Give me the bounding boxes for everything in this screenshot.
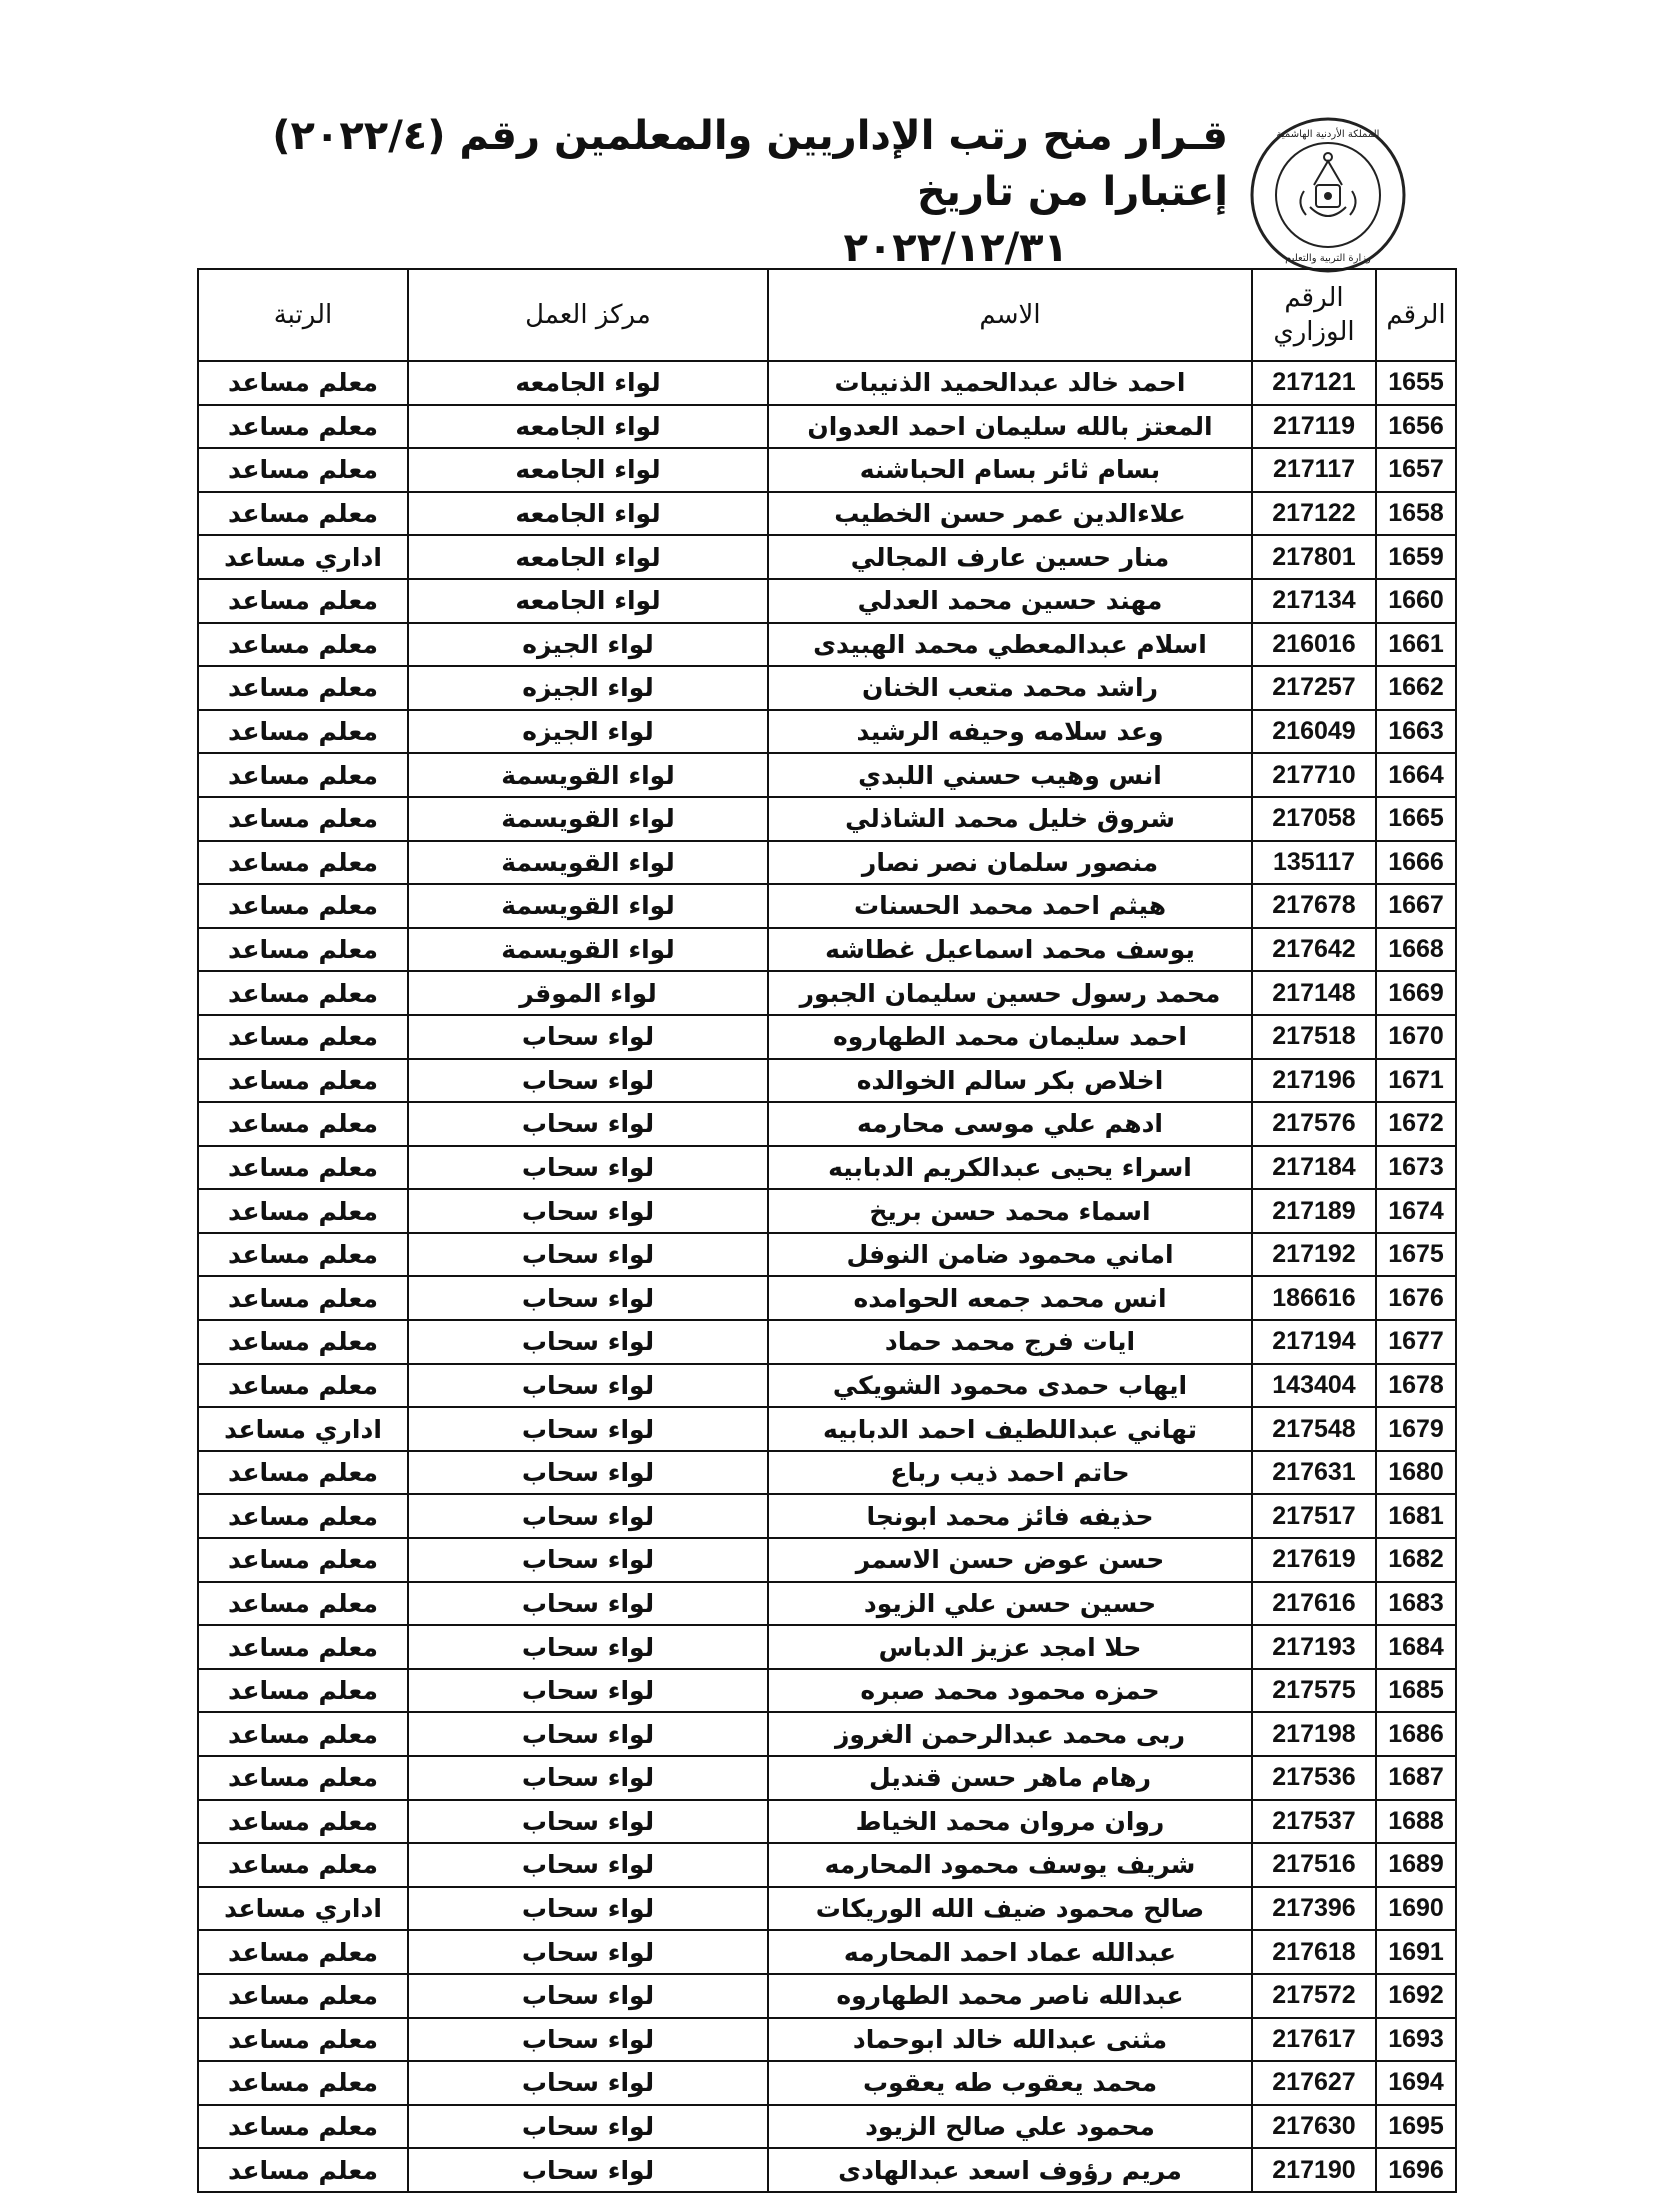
cell-seq: 1668 [1376,928,1456,972]
header-ministry-id: الرقم الوزاري [1252,269,1376,361]
cell-name: المعتز بالله سليمان احمد العدوان [768,405,1252,449]
cell-work-center: لواء سحاب [408,1930,768,1974]
cell-work-center: لواء الموقر [408,971,768,1015]
cell-work-center: لواء سحاب [408,1320,768,1364]
table-row [198,1494,1456,1538]
table-row [198,2148,1456,2192]
table-row [198,2105,1456,2149]
cell-name: حسين حسن علي الزيود [768,1582,1252,1626]
cell-rank: معلم مساعد [198,623,408,667]
cell-work-center: لواء سحاب [408,1756,768,1800]
cell-rank: معلم مساعد [198,2148,408,2192]
cell-ministry-id: 217548 [1252,1407,1376,1451]
cell-work-center: لواء سحاب [408,1451,768,1495]
cell-ministry-id: 216049 [1252,710,1376,754]
cell-rank: معلم مساعد [198,1146,408,1190]
cell-rank: معلم مساعد [198,1189,408,1233]
cell-ministry-id: 217196 [1252,1059,1376,1103]
cell-ministry-id: 217618 [1252,1930,1376,1974]
table-row [198,1669,1456,1713]
cell-work-center: لواء سحاب [408,1494,768,1538]
cell-name: روان مروان محمد الخياط [768,1800,1252,1844]
cell-seq: 1675 [1376,1233,1456,1277]
table-row [198,1930,1456,1974]
cell-ministry-id: 217575 [1252,1669,1376,1713]
cell-ministry-id: 186616 [1252,1276,1376,1320]
table-row [198,666,1456,710]
cell-seq: 1657 [1376,448,1456,492]
cell-name: منار حسين عارف المجالي [768,535,1252,579]
table-body [198,361,1456,2192]
table-row [198,841,1456,885]
cell-name: شروق خليل محمد الشاذلي [768,797,1252,841]
cell-work-center: لواء سحاب [408,1800,768,1844]
table-row [198,884,1456,928]
cell-rank: معلم مساعد [198,579,408,623]
table-row [198,361,1456,405]
cell-rank: معلم مساعد [198,710,408,754]
cell-rank: معلم مساعد [198,666,408,710]
cell-name: احمد سليمان محمد الطهاروه [768,1015,1252,1059]
cell-ministry-id: 217642 [1252,928,1376,972]
cell-name: صالح محمود ضيف الله الوريكات [768,1887,1252,1931]
cell-work-center: لواء الجامعه [408,448,768,492]
cell-seq: 1680 [1376,1451,1456,1495]
cell-ministry-id: 217257 [1252,666,1376,710]
cell-ministry-id: 143404 [1252,1364,1376,1408]
cell-name: ايات فرج محمد حماد [768,1320,1252,1364]
ministry-seal-logo [1248,115,1408,275]
cell-seq: 1673 [1376,1146,1456,1190]
cell-ministry-id: 217193 [1252,1625,1376,1669]
cell-ministry-id: 217619 [1252,1538,1376,1582]
cell-rank: معلم مساعد [198,1233,408,1277]
cell-work-center: لواء سحاب [408,1974,768,2018]
cell-name: هيثم احمد محمد الحسنات [768,884,1252,928]
cell-ministry-id: 135117 [1252,841,1376,885]
cell-rank: معلم مساعد [198,1320,408,1364]
table-row [198,1189,1456,1233]
cell-rank: معلم مساعد [198,1494,408,1538]
cell-seq: 1671 [1376,1059,1456,1103]
table-row [198,1451,1456,1495]
cell-seq: 1695 [1376,2105,1456,2149]
cell-seq: 1662 [1376,666,1456,710]
cell-seq: 1688 [1376,1800,1456,1844]
cell-work-center: لواء سحاب [408,1625,768,1669]
table-row [198,2018,1456,2062]
table-row [198,753,1456,797]
cell-seq: 1677 [1376,1320,1456,1364]
cell-work-center: لواء سحاب [408,1233,768,1277]
table-row [198,1015,1456,1059]
cell-name: ادهم علي موسى محارمه [768,1102,1252,1146]
cell-rank: معلم مساعد [198,2018,408,2062]
cell-ministry-id: 217518 [1252,1015,1376,1059]
cell-ministry-id: 217058 [1252,797,1376,841]
cell-rank: معلم مساعد [198,1102,408,1146]
cell-work-center: لواء سحاب [408,1407,768,1451]
cell-ministry-id: 217537 [1252,1800,1376,1844]
cell-seq: 1691 [1376,1930,1456,1974]
cell-seq: 1693 [1376,2018,1456,2062]
cell-ministry-id: 217184 [1252,1146,1376,1190]
cell-work-center: لواء سحاب [408,1843,768,1887]
cell-name: مهند حسين محمد العدلي [768,579,1252,623]
cell-seq: 1669 [1376,971,1456,1015]
cell-ministry-id: 217678 [1252,884,1376,928]
table-row [198,1538,1456,1582]
cell-seq: 1694 [1376,2061,1456,2105]
table-row [198,1974,1456,2018]
cell-name: مريم رؤوف اسعد عبدالهادى [768,2148,1252,2192]
table-row [198,710,1456,754]
cell-name: اسماء محمد حسن بريخ [768,1189,1252,1233]
cell-rank: معلم مساعد [198,448,408,492]
cell-work-center: لواء القويسمة [408,753,768,797]
cell-work-center: لواء سحاب [408,1712,768,1756]
cell-name: ربى محمد عبدالرحمن الغروز [768,1712,1252,1756]
header-work-center: مركز العمل [408,269,768,361]
table-row [198,492,1456,536]
cell-name: احمد خالد عبدالحميد الذنيبات [768,361,1252,405]
table-row [198,1364,1456,1408]
cell-work-center: لواء القويسمة [408,928,768,972]
cell-rank: معلم مساعد [198,1756,408,1800]
cell-ministry-id: 217710 [1252,753,1376,797]
cell-rank: معلم مساعد [198,1712,408,1756]
cell-seq: 1683 [1376,1582,1456,1626]
table-row [198,1887,1456,1931]
cell-ministry-id: 217121 [1252,361,1376,405]
header-rank: الرتبة [198,269,408,361]
cell-seq: 1687 [1376,1756,1456,1800]
cell-name: محمد يعقوب طه يعقوب [768,2061,1252,2105]
cell-name: يوسف محمد اسماعيل غطاشه [768,928,1252,972]
cell-ministry-id: 217517 [1252,1494,1376,1538]
cell-rank: معلم مساعد [198,1451,408,1495]
cell-work-center: لواء القويسمة [408,884,768,928]
cell-seq: 1672 [1376,1102,1456,1146]
cell-ministry-id: 217119 [1252,405,1376,449]
cell-seq: 1664 [1376,753,1456,797]
title-line-1: قـرار منح رتب الإداريين والمعلمين رقم (٢٠٢٢/٤) إعتبارا من تاريخ [272,113,1228,215]
cell-work-center: لواء الجيزه [408,623,768,667]
title-line-2-date: ٢٠٢٢/١٢/٣١ [843,225,1068,271]
cell-ministry-id: 217617 [1252,2018,1376,2062]
cell-rank: معلم مساعد [198,1625,408,1669]
cell-rank: معلم مساعد [198,1930,408,1974]
cell-ministry-id: 217396 [1252,1887,1376,1931]
cell-seq: 1684 [1376,1625,1456,1669]
cell-rank: معلم مساعد [198,971,408,1015]
cell-seq: 1686 [1376,1712,1456,1756]
cell-seq: 1674 [1376,1189,1456,1233]
cell-name: اماني محمود ضامن النوفل [768,1233,1252,1277]
table-row [198,1756,1456,1800]
cell-work-center: لواء سحاب [408,1059,768,1103]
cell-seq: 1658 [1376,492,1456,536]
cell-rank: معلم مساعد [198,1276,408,1320]
cell-work-center: لواء القويسمة [408,797,768,841]
cell-work-center: لواء سحاب [408,1364,768,1408]
cell-rank: اداري مساعد [198,1407,408,1451]
svg-text:وزارة التربية والتعليم: وزارة التربية والتعليم [1285,253,1371,264]
table-row [198,797,1456,841]
table-row [198,1625,1456,1669]
cell-rank: معلم مساعد [198,797,408,841]
cell-name: انس محمد جمعه الحوامده [768,1276,1252,1320]
cell-ministry-id: 217117 [1252,448,1376,492]
cell-seq: 1666 [1376,841,1456,885]
table-row [198,1800,1456,1844]
cell-seq: 1676 [1376,1276,1456,1320]
cell-rank: معلم مساعد [198,405,408,449]
cell-rank: معلم مساعد [198,1364,408,1408]
table-row [198,1146,1456,1190]
cell-name: بسام ثائر بسام الحباشنه [768,448,1252,492]
table-row [198,623,1456,667]
table-row [198,2061,1456,2105]
cell-seq: 1679 [1376,1407,1456,1451]
cell-ministry-id: 217627 [1252,2061,1376,2105]
cell-ministry-id: 217616 [1252,1582,1376,1626]
cell-name: منصور سلمان نصر نصار [768,841,1252,885]
table-row [198,1407,1456,1451]
cell-rank: معلم مساعد [198,2061,408,2105]
ranks-table [197,268,1457,2193]
cell-rank: معلم مساعد [198,1059,408,1103]
cell-seq: 1661 [1376,623,1456,667]
cell-rank: معلم مساعد [198,841,408,885]
cell-name: رهام ماهر حسن قنديل [768,1756,1252,1800]
cell-seq: 1692 [1376,1974,1456,2018]
cell-rank: معلم مساعد [198,1582,408,1626]
cell-work-center: لواء سحاب [408,2018,768,2062]
cell-seq: 1681 [1376,1494,1456,1538]
cell-ministry-id: 217148 [1252,971,1376,1015]
svg-text:المملكة الأردنية الهاشمية: المملكة الأردنية الهاشمية [1276,129,1380,140]
cell-ministry-id: 217576 [1252,1102,1376,1146]
cell-name: شريف يوسف محمود المحارمه [768,1843,1252,1887]
cell-work-center: لواء سحاب [408,1582,768,1626]
cell-ministry-id: 217194 [1252,1320,1376,1364]
cell-name: اسراء يحيى عبدالكريم الدبابيه [768,1146,1252,1190]
table-row [198,1843,1456,1887]
cell-work-center: لواء الجيزه [408,710,768,754]
cell-name: راشد محمد متعب الخنان [768,666,1252,710]
cell-work-center: لواء الجامعه [408,579,768,623]
cell-name: تهاني عبداللطيف احمد الدبابيه [768,1407,1252,1451]
cell-rank: معلم مساعد [198,492,408,536]
cell-work-center: لواء الجامعه [408,361,768,405]
cell-name: انس وهيب حسني اللبدي [768,753,1252,797]
cell-ministry-id: 217190 [1252,2148,1376,2192]
cell-seq: 1696 [1376,2148,1456,2192]
cell-ministry-id: 217630 [1252,2105,1376,2149]
cell-seq: 1659 [1376,535,1456,579]
table-row [198,1059,1456,1103]
cell-ministry-id: 217631 [1252,1451,1376,1495]
cell-work-center: لواء الجيزه [408,666,768,710]
header-name: الاسم [768,269,1252,361]
cell-seq: 1665 [1376,797,1456,841]
cell-ministry-id: 217801 [1252,535,1376,579]
cell-ministry-id: 216016 [1252,623,1376,667]
cell-name: محمود علي صالح الزيود [768,2105,1252,2149]
cell-ministry-id: 217536 [1252,1756,1376,1800]
cell-seq: 1682 [1376,1538,1456,1582]
cell-name: محمد رسول حسين سليمان الجبور [768,971,1252,1015]
table-row [198,405,1456,449]
cell-seq: 1685 [1376,1669,1456,1713]
cell-rank: معلم مساعد [198,1843,408,1887]
cell-ministry-id: 217572 [1252,1974,1376,2018]
cell-seq: 1655 [1376,361,1456,405]
table-row [198,1712,1456,1756]
cell-name: حسن عوض حسن الاسمر [768,1538,1252,1582]
cell-name: اسلام عبدالمعطي محمد الهبيدى [768,623,1252,667]
cell-work-center: لواء سحاب [408,2148,768,2192]
cell-seq: 1689 [1376,1843,1456,1887]
cell-seq: 1667 [1376,884,1456,928]
cell-work-center: لواء الجامعه [408,405,768,449]
table-row [198,1582,1456,1626]
cell-rank: معلم مساعد [198,1538,408,1582]
cell-work-center: لواء القويسمة [408,841,768,885]
table-row [198,448,1456,492]
cell-work-center: لواء الجامعه [408,492,768,536]
cell-work-center: لواء سحاب [408,1669,768,1713]
cell-seq: 1690 [1376,1887,1456,1931]
cell-work-center: لواء سحاب [408,2061,768,2105]
decision-title [228,108,1228,276]
cell-rank: معلم مساعد [198,2105,408,2149]
cell-work-center: لواء سحاب [408,2105,768,2149]
cell-work-center: لواء سحاب [408,1887,768,1931]
cell-work-center: لواء سحاب [408,1276,768,1320]
cell-name: عبدالله ناصر محمد الطهاروه [768,1974,1252,2018]
table-row [198,971,1456,1015]
table-row [198,928,1456,972]
cell-work-center: لواء سحاب [408,1102,768,1146]
cell-name: حمزه محمود محمد صبره [768,1669,1252,1713]
table-row [198,579,1456,623]
cell-ministry-id: 217189 [1252,1189,1376,1233]
table-header-row [198,269,1456,361]
cell-ministry-id: 217516 [1252,1843,1376,1887]
cell-rank: معلم مساعد [198,1669,408,1713]
cell-ministry-id: 217122 [1252,492,1376,536]
cell-seq: 1678 [1376,1364,1456,1408]
table-row [198,535,1456,579]
cell-name: ايهاب حمدى محمود الشويكي [768,1364,1252,1408]
cell-rank: معلم مساعد [198,1974,408,2018]
cell-name: اخلاص بكر سالم الخوالده [768,1059,1252,1103]
cell-name: حاتم احمد ذيب رباع [768,1451,1252,1495]
table-row [198,1233,1456,1277]
cell-seq: 1660 [1376,579,1456,623]
cell-name: حذيفه فائز محمد ابونجا [768,1494,1252,1538]
cell-seq: 1663 [1376,710,1456,754]
cell-ministry-id: 217192 [1252,1233,1376,1277]
cell-work-center: لواء سحاب [408,1146,768,1190]
cell-rank: اداري مساعد [198,1887,408,1931]
cell-work-center: لواء سحاب [408,1189,768,1233]
cell-seq: 1656 [1376,405,1456,449]
cell-rank: معلم مساعد [198,361,408,405]
cell-rank: معلم مساعد [198,753,408,797]
table-row [198,1102,1456,1146]
cell-name: مثنى عبدالله خالد ابوحماد [768,2018,1252,2062]
header-seq: الرقم [1376,269,1456,361]
cell-seq: 1670 [1376,1015,1456,1059]
cell-rank: معلم مساعد [198,1800,408,1844]
cell-ministry-id: 217134 [1252,579,1376,623]
cell-name: وعد سلامه وحيفه الرشيد [768,710,1252,754]
cell-rank: اداري مساعد [198,535,408,579]
table-row [198,1320,1456,1364]
cell-rank: معلم مساعد [198,928,408,972]
cell-name: علاءالدين عمر حسن الخطيب [768,492,1252,536]
cell-work-center: لواء سحاب [408,1015,768,1059]
cell-ministry-id: 217198 [1252,1712,1376,1756]
cell-name: عبدالله عماد احمد المحارمه [768,1930,1252,1974]
cell-rank: معلم مساعد [198,884,408,928]
cell-name: حلا امجد عزيز الدباس [768,1625,1252,1669]
cell-work-center: لواء سحاب [408,1538,768,1582]
cell-work-center: لواء الجامعه [408,535,768,579]
table-row [198,1276,1456,1320]
cell-rank: معلم مساعد [198,1015,408,1059]
